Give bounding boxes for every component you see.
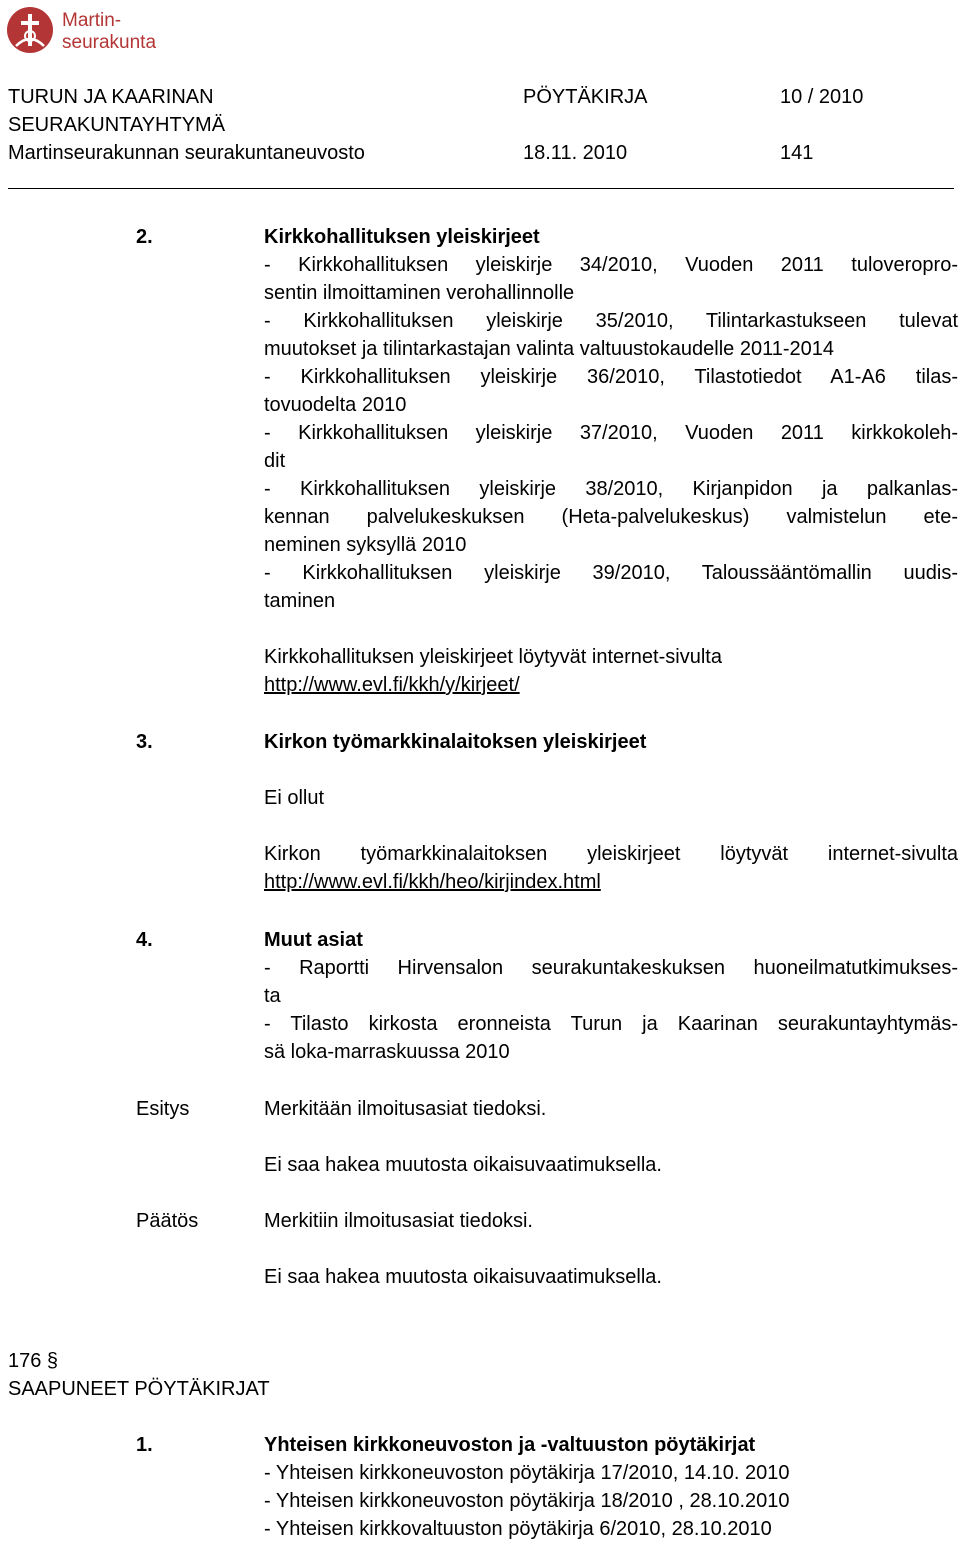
item2-line: taminen: [264, 590, 336, 612]
paatos-text: Merkitiin ilmoitusasiat tiedoksi.: [264, 1210, 533, 1232]
logo-line2: seurakunta: [62, 32, 157, 53]
item3-note: Kirkon työmarkkinalaitoksen yleiskirjeet löytyvät internet-sivulta: [264, 843, 958, 865]
esitys-label: Esitys: [136, 1098, 190, 1120]
item2-line: - Kirkkohallituksen yleiskirje 35/2010, Tilintarkastukseen tulevat: [264, 310, 958, 332]
item2-line: - Kirkkohallituksen yleiskirje 38/2010, Kirjanpidon ja palkanlas-: [264, 478, 958, 500]
page-number: 141: [780, 142, 814, 164]
item2-line: - Kirkkohallituksen yleiskirje 37/2010, Vuoden 2011 kirkkokoleh-: [264, 422, 958, 444]
s176-item1-line: - Yhteisen kirkkoneuvoston pöytäkirja 17/2010, 14.10. 2010: [264, 1462, 790, 1484]
item2-line: sentin ilmoittaminen verohallinnolle: [264, 282, 575, 304]
s176-item1-number: 1.: [136, 1434, 153, 1456]
item3-block: [264, 728, 958, 896]
s176-item1-line: - Yhteisen kirkkoneuvoston pöytäkirja 18/2010 , 28.10.2010: [264, 1490, 790, 1512]
item4-line: sä loka-marraskuussa 2010: [264, 1041, 510, 1063]
item2-line: kennan palvelukeskuksen (Heta-palvelukeskus) valmistelun ete-: [264, 506, 958, 528]
item2-line: muutokset ja tilintarkastajan valinta valtuustokaudelle 2011-2014: [264, 338, 834, 360]
s176-item1-title: Yhteisen kirkkoneuvoston ja -valtuuston pöytäkirjat: [264, 1434, 756, 1456]
esitys-note: Ei saa hakea muutosta oikaisuvaatimuksella.: [264, 1154, 662, 1176]
org-name-line2: SEURAKUNTAYHTYMÄ: [8, 114, 226, 136]
logo-line1: Martin-: [62, 10, 122, 31]
item4-number: 4.: [136, 929, 153, 951]
paatos-note: Ei saa hakea muutosta oikaisuvaatimuksella.: [264, 1266, 662, 1288]
doc-type: PÖYTÄKIRJA: [523, 86, 648, 108]
item2-line: tovuodelta 2010: [264, 394, 407, 416]
item2-line: neminen syksyllä 2010: [264, 534, 467, 556]
item4-block: [264, 926, 958, 1066]
section-title: SAAPUNEET PÖYTÄKIRJAT: [8, 1378, 270, 1400]
cross-emblem-icon: [6, 6, 54, 54]
item3-number: 3.: [136, 731, 153, 753]
item3-status: Ei ollut: [264, 787, 325, 809]
item3-link[interactable]: http://www.evl.fi/kkh/heo/kirjindex.html: [264, 871, 601, 893]
s176-item1-block: [264, 1431, 958, 1543]
item2-link[interactable]: http://www.evl.fi/kkh/y/kirjeet/: [264, 674, 520, 696]
item3-title: Kirkon työmarkkinalaitoksen yleiskirjeet: [264, 731, 647, 753]
item2-line: - Kirkkohallituksen yleiskirje 36/2010, Tilastotiedot A1-A6 tilas-: [264, 366, 958, 388]
section-number: 176 §: [8, 1350, 59, 1372]
esitys-block: [264, 1095, 958, 1179]
church-logo: [6, 6, 206, 56]
item4-line: - Tilasto kirkosta eronneista Turun ja Kaarinan seurakuntayhtymäs-: [264, 1013, 958, 1035]
item4-title: Muut asiat: [264, 929, 363, 951]
header-divider: [8, 188, 954, 189]
logo-wordmark: [62, 10, 156, 54]
org-name-line1: TURUN JA KAARINAN: [8, 86, 214, 108]
item2-line: - Kirkkohallituksen yleiskirje 34/2010, Vuoden 2011 tuloveropro-: [264, 254, 958, 276]
meeting-date: 18.11. 2010: [523, 142, 628, 164]
paatos-block: [264, 1207, 958, 1291]
doc-number: 10 / 2010: [780, 86, 864, 108]
item2-line: - Kirkkohallituksen yleiskirje 39/2010, Taloussääntömallin uudis-: [264, 562, 958, 584]
item4-line: ta: [264, 985, 281, 1007]
item2-note: Kirkkohallituksen yleiskirjeet löytyvät internet-sivulta: [264, 646, 722, 668]
item2-line: dit: [264, 450, 286, 472]
esitys-text: Merkitään ilmoitusasiat tiedoksi.: [264, 1098, 547, 1120]
body-name: Martinseurakunnan seurakuntaneuvosto: [8, 142, 365, 164]
item2-number: 2.: [136, 226, 153, 248]
item4-line: - Raportti Hirvensalon seurakuntakeskuksen huoneilmatutkimukses-: [264, 957, 958, 979]
s176-item1-line: - Yhteisen kirkkovaltuuston pöytäkirja 6/2010, 28.10.2010: [264, 1518, 772, 1540]
item2-title: Kirkkohallituksen yleiskirjeet: [264, 226, 540, 248]
item2-block: [264, 223, 958, 699]
paatos-label: Päätös: [136, 1210, 199, 1232]
